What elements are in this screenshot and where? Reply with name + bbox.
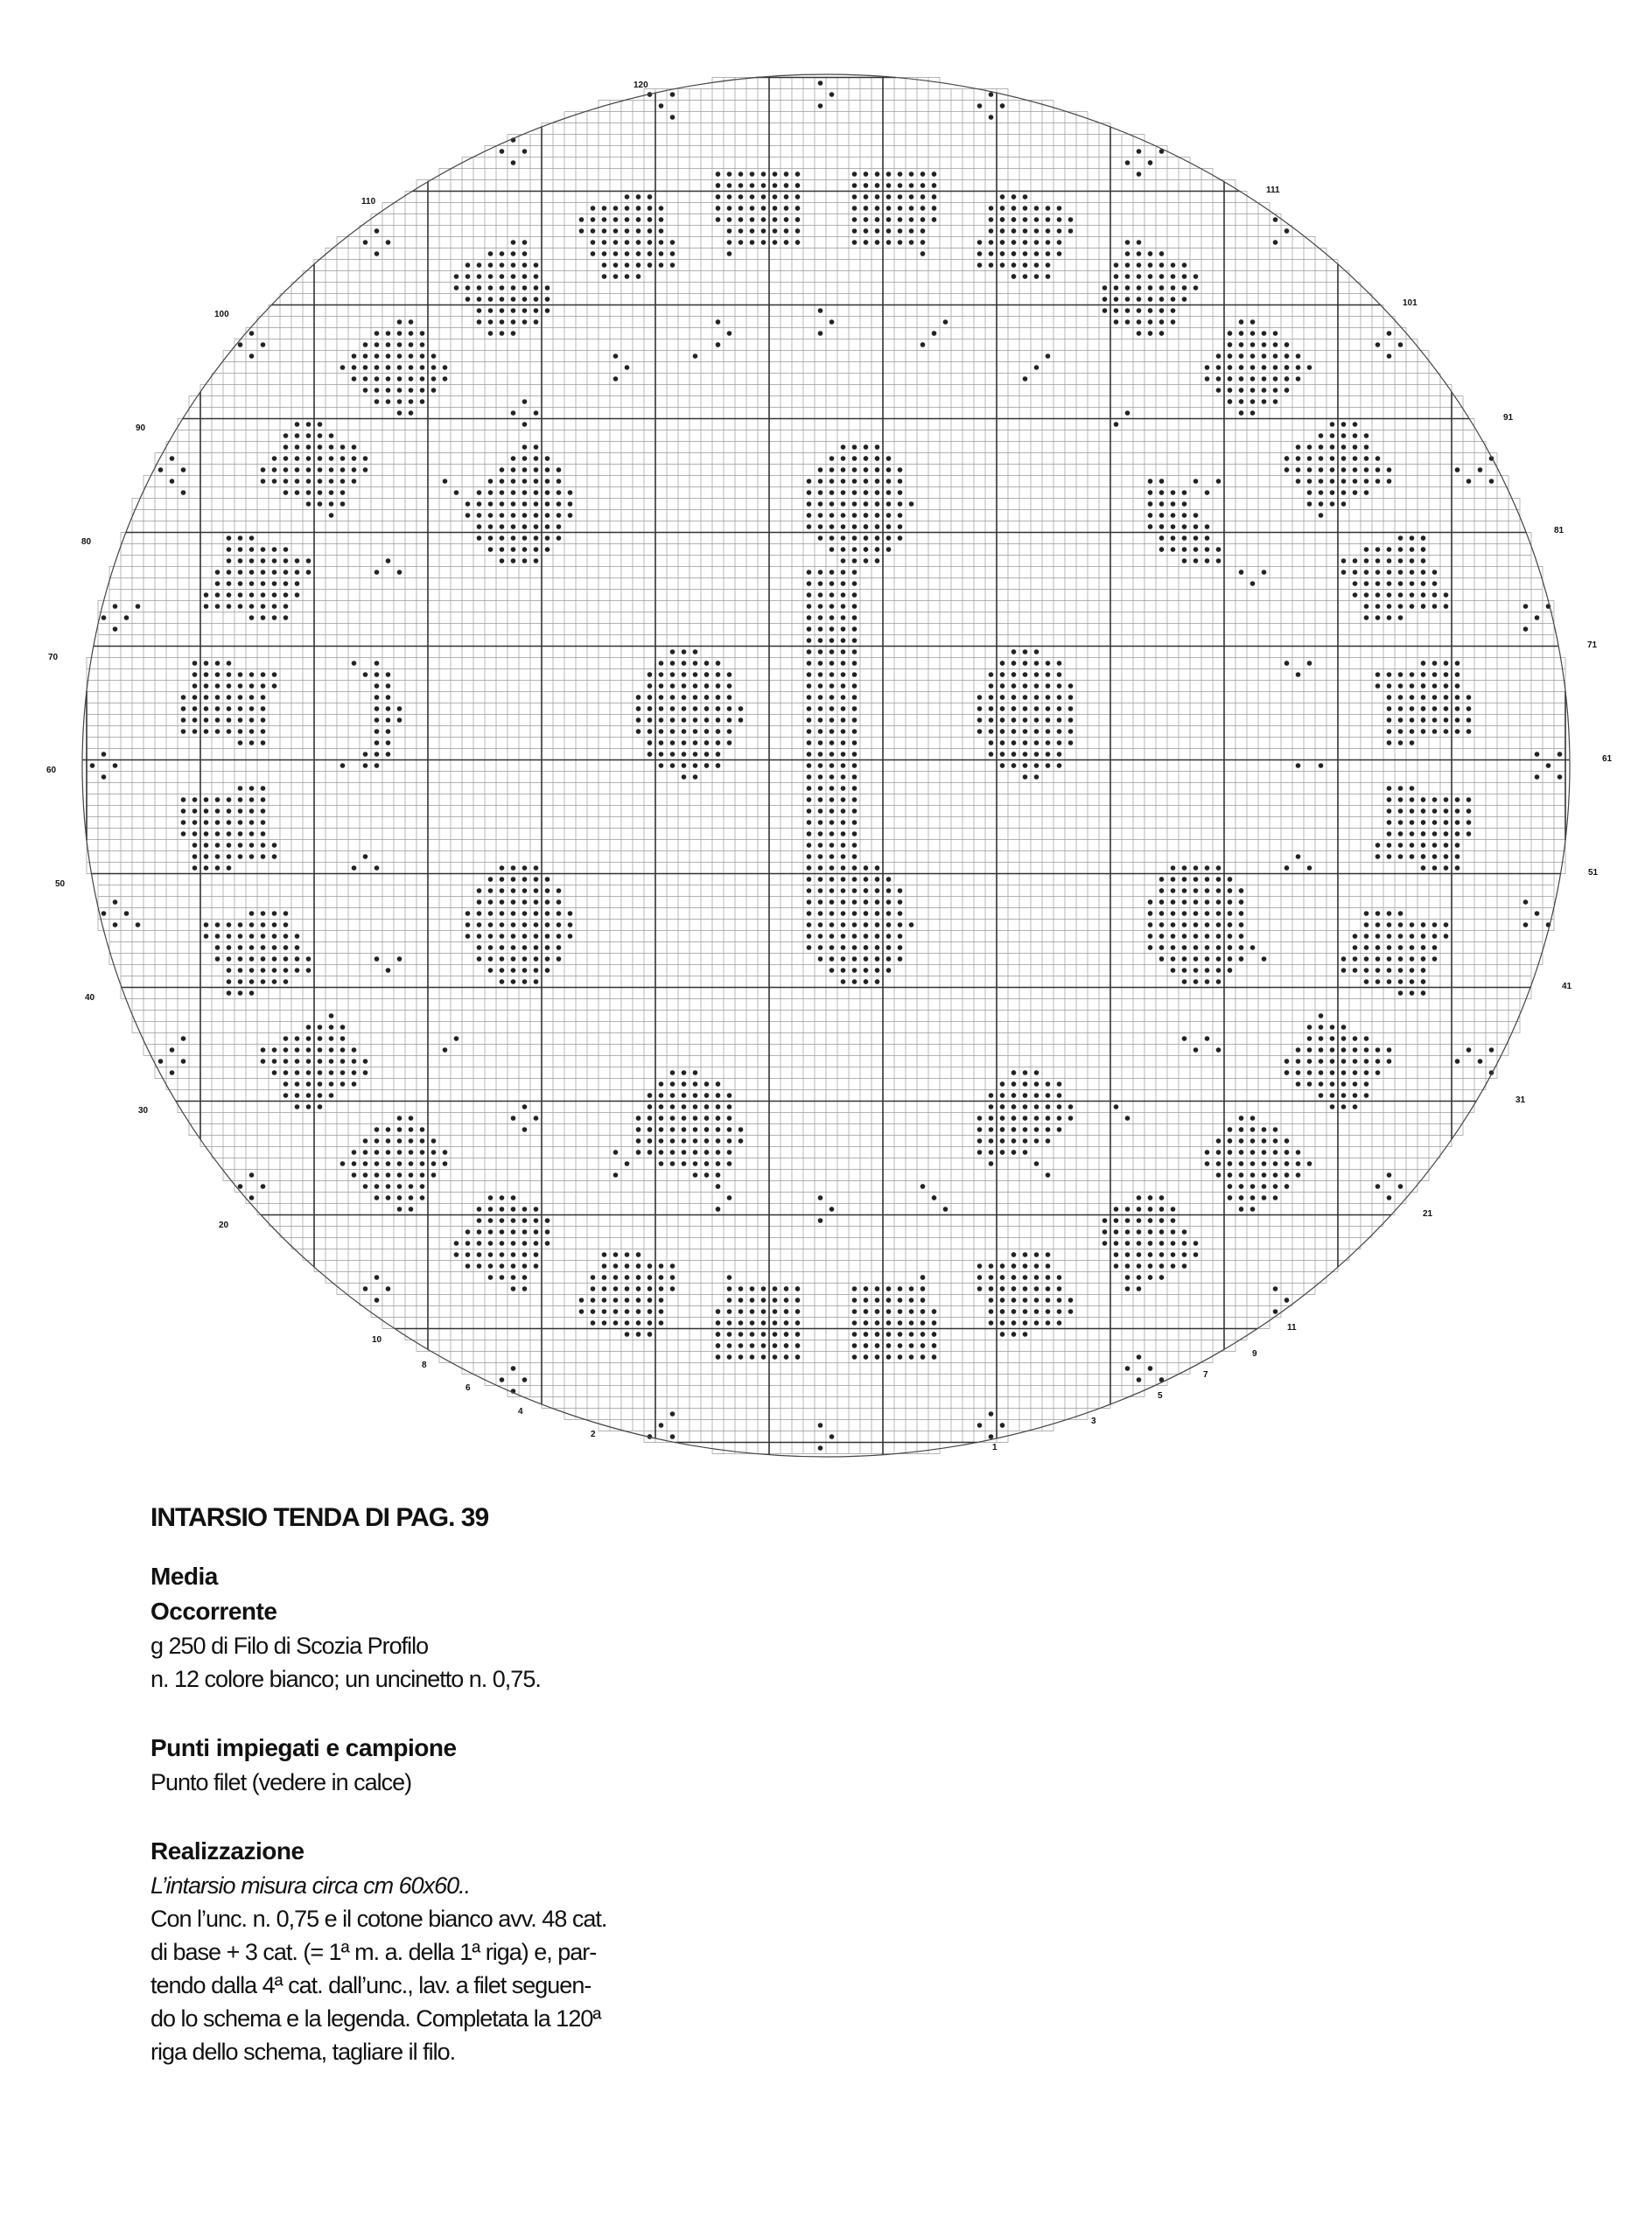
realizzazione-line: L’intarsio misura circa cm 60x60.. — [150, 1872, 471, 1899]
occorrente-line: n. 12 colore bianco; un uncinetto n. 0,75. — [150, 1666, 541, 1692]
row-label-20: 20 — [219, 1221, 229, 1230]
realizzazione-line: Con l’unc. n. 0,75 e il cotone bianco avv. 48 cat. — [150, 1906, 607, 1932]
row-label-61: 61 — [1602, 754, 1613, 764]
row-label-9: 9 — [1252, 1349, 1257, 1359]
row-label-40: 40 — [85, 993, 95, 1003]
row-label-41: 41 — [1562, 982, 1572, 991]
section-heading-realizzazione: Realizzazione — [150, 1837, 304, 1865]
section-heading-punti: Punti impiegati e campione — [150, 1734, 457, 1761]
row-label-2: 2 — [591, 1430, 596, 1439]
grid-cells — [87, 78, 1565, 1454]
row-label-120: 120 — [634, 80, 648, 90]
row-label-31: 31 — [1516, 1095, 1526, 1105]
row-label-101: 101 — [1403, 298, 1418, 308]
section-heading-media: Media — [150, 1563, 218, 1590]
row-label-111: 111 — [1266, 185, 1280, 195]
row-label-5: 5 — [1158, 1391, 1163, 1401]
row-label-71: 71 — [1587, 640, 1598, 650]
row-label-70: 70 — [48, 653, 59, 662]
grid-squares — [87, 78, 1565, 1454]
row-label-21: 21 — [1423, 1209, 1433, 1219]
realizzazione-line: do lo schema e la legenda. Completata la 120ª — [150, 2005, 601, 2032]
occorrente-line: g 250 di Filo di Scozia Profilo — [150, 1633, 429, 1659]
row-label-7: 7 — [1203, 1370, 1208, 1380]
row-label-110: 110 — [361, 197, 376, 206]
row-label-60: 60 — [46, 766, 57, 775]
row-label-6: 6 — [466, 1383, 471, 1393]
row-label-10: 10 — [372, 1335, 382, 1345]
punti-line: Punto filet (vedere in calce) — [150, 1769, 412, 1795]
instructions — [150, 1503, 816, 2068]
section-heading-occorrente: Occorrente — [150, 1598, 277, 1625]
row-label-80: 80 — [81, 537, 92, 547]
row-label-4: 4 — [518, 1407, 523, 1417]
realizzazione-line: tendo dalla 4ª cat. dall’unc., lav. a filet seguen- — [150, 1972, 592, 1998]
row-label-91: 91 — [1503, 413, 1514, 423]
row-label-100: 100 — [214, 310, 229, 319]
row-label-51: 51 — [1588, 868, 1599, 878]
page-title: INTARSIO TENDA DI PAG. 39 — [150, 1503, 489, 1532]
row-label-11: 11 — [1287, 1323, 1297, 1333]
row-label-81: 81 — [1554, 526, 1564, 535]
row-label-1: 1 — [992, 1443, 998, 1452]
realizzazione-line: di base + 3 cat. (= 1ª m. a. della 1ª riga) e, par- — [150, 1939, 597, 1965]
realizzazione-line: riga dello schema, tagliare il filo. — [150, 2039, 456, 2065]
row-label-3: 3 — [1091, 1417, 1096, 1426]
row-label-8: 8 — [422, 1361, 427, 1370]
row-label-90: 90 — [136, 423, 146, 433]
row-label-50: 50 — [55, 879, 66, 889]
row-label-30: 30 — [138, 1106, 149, 1116]
